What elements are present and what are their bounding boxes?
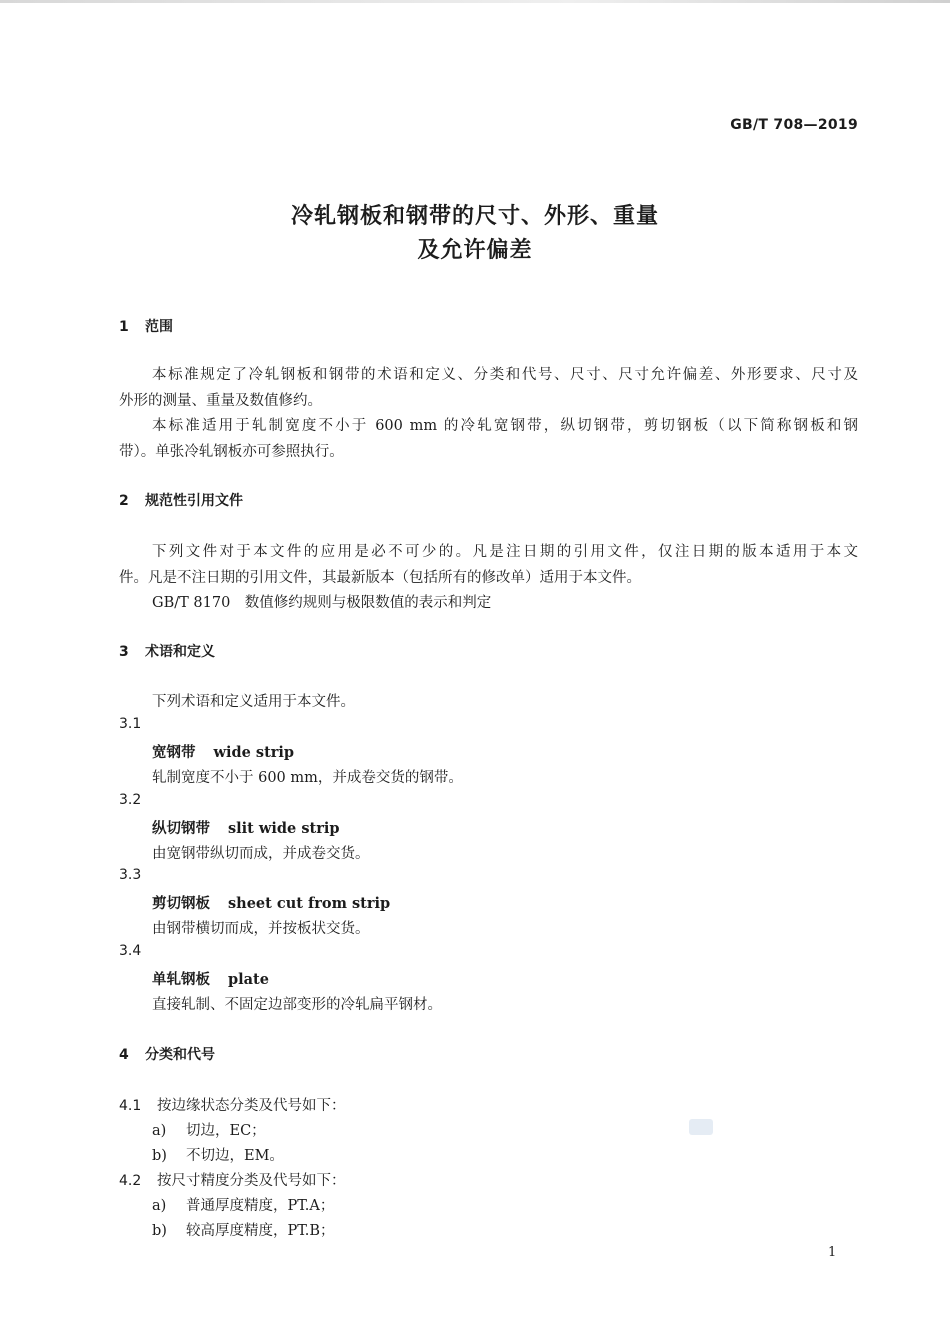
term-number: 3.1 <box>119 716 142 732</box>
page-number: 1 <box>828 1245 837 1260</box>
term-zh: 纵切钢带 <box>152 820 210 837</box>
paragraph-line: 本标准规定了冷轧钢板和钢带的术语和定义、分类和代号、尺寸、尺寸允许偏差、外形要求、尺寸及 <box>152 367 858 383</box>
term-title <box>152 817 339 838</box>
section-title: 术语和定义 <box>145 644 215 660</box>
term-definition: 轧制宽度不小于 600 mm，并成卷交货的钢带。 <box>152 770 463 786</box>
term-title <box>152 741 294 762</box>
term-en: sheet cut from strip <box>228 895 391 912</box>
paragraph-line: 下列文件对于本文件的应用是必不可少的。凡是注日期的引用文件，仅注日期的版本适用于本文 <box>152 544 858 560</box>
standard-number: GB/T 708—2019 <box>730 117 858 133</box>
term-definition: 直接轧制、不固定边部变形的冷轧扁平钢材。 <box>152 997 442 1013</box>
document-title-line2: 及允许偏差 <box>417 238 533 263</box>
section-4-heading <box>119 1044 215 1064</box>
clause-number: 4.2 <box>119 1173 142 1189</box>
section-2-heading <box>119 490 243 510</box>
term-en: slit wide strip <box>228 820 340 837</box>
list-text: 不切边，EM。 <box>186 1148 284 1164</box>
section-number: 3 <box>119 644 129 660</box>
section-number: 2 <box>119 493 129 509</box>
paragraph-line: 件。凡是不注日期的引用文件，其最新版本（包括所有的修改单）适用于本文件。 <box>119 570 641 586</box>
list-item <box>152 1194 334 1215</box>
list-marker: b) <box>152 1223 167 1239</box>
paragraph-line: 本标准适用于轧制宽度不小于 600 mm 的冷轧宽钢带，纵切钢带，剪切钢板（以下简称钢板和钢 <box>152 418 858 434</box>
list-text: 切边，EC； <box>186 1123 266 1139</box>
term-title <box>152 968 269 989</box>
list-item <box>152 1219 335 1240</box>
clause-4-1 <box>119 1094 346 1115</box>
normative-reference: GB/T 8170 数值修约规则与极限数值的表示和判定 <box>152 595 492 611</box>
term-zh: 宽钢带 <box>152 744 196 761</box>
term-en: wide strip <box>213 744 295 761</box>
clause-text: 按边缘状态分类及代号如下： <box>157 1098 346 1114</box>
term-number: 3.2 <box>119 792 142 808</box>
section-title: 规范性引用文件 <box>145 493 243 509</box>
document-title-line1: 冷轧钢板和钢带的尺寸、外形、重量 <box>290 204 659 229</box>
list-marker: a) <box>152 1123 167 1139</box>
section-title: 分类和代号 <box>145 1047 215 1063</box>
list-marker: b) <box>152 1148 167 1164</box>
clause-number: 4.1 <box>119 1098 142 1114</box>
section-1-heading <box>119 316 173 336</box>
term-definition: 由宽钢带纵切而成，并成卷交货。 <box>152 846 370 862</box>
term-zh: 剪切钢板 <box>152 895 210 912</box>
list-item <box>152 1144 284 1165</box>
list-item <box>152 1119 266 1140</box>
clause-4-2 <box>119 1169 346 1190</box>
section-number: 1 <box>119 319 129 335</box>
term-title <box>152 892 390 913</box>
term-en: plate <box>228 971 269 988</box>
section-number: 4 <box>119 1047 129 1063</box>
paragraph-line: 下列术语和定义适用于本文件。 <box>152 694 355 710</box>
term-zh: 单轧钢板 <box>152 971 210 988</box>
clause-text: 按尺寸精度分类及代号如下： <box>157 1173 346 1189</box>
scan-edge <box>0 0 950 3</box>
term-number: 3.3 <box>119 867 142 883</box>
section-3-heading <box>119 641 215 661</box>
list-text: 普通厚度精度，PT.A； <box>186 1198 335 1214</box>
term-number: 3.4 <box>119 943 142 959</box>
term-definition: 由钢带横切而成，并按板状交货。 <box>152 921 370 937</box>
scan-artifact <box>689 1119 713 1135</box>
list-text: 较高厚度精度，PT.B； <box>186 1223 335 1239</box>
paragraph-line: 外形的测量、重量及数值修约。 <box>119 393 322 409</box>
list-marker: a) <box>152 1198 167 1214</box>
section-title: 范围 <box>145 319 173 335</box>
paragraph-line: 带）。单张冷轧钢板亦可参照执行。 <box>119 444 344 460</box>
